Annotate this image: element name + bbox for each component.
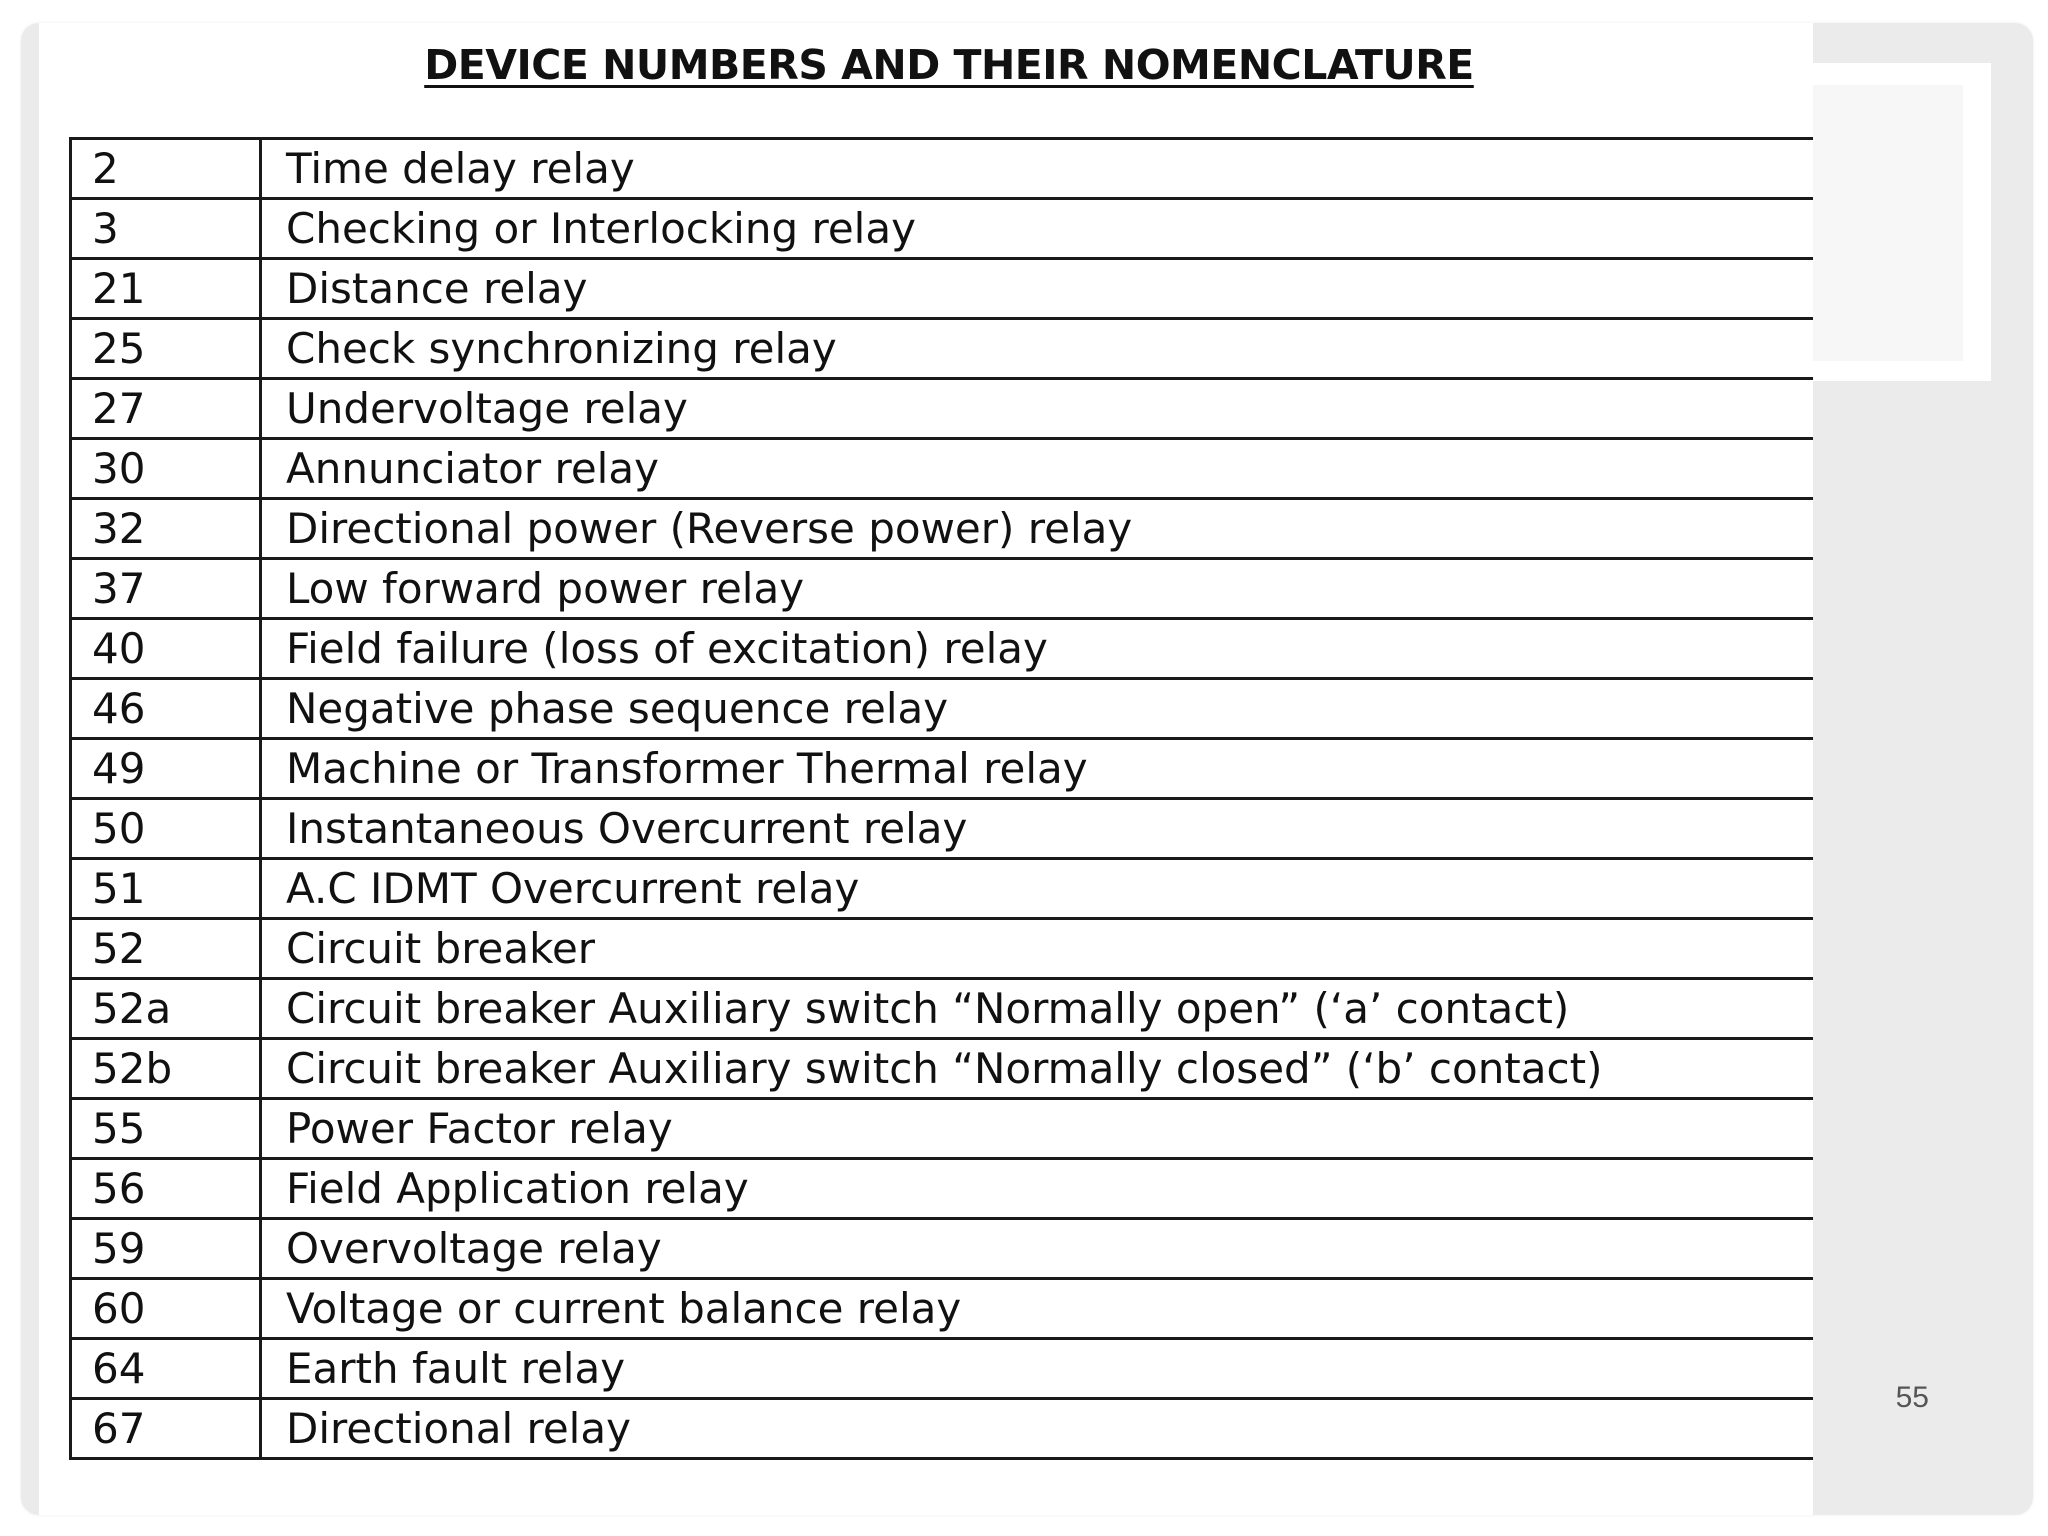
table-row bbox=[71, 1279, 1814, 1339]
device-description: Annunciator relay bbox=[261, 439, 1814, 499]
device-description: Overvoltage relay bbox=[261, 1219, 1814, 1279]
device-number: 40 bbox=[71, 619, 261, 679]
device-description: Check synchronizing relay bbox=[261, 319, 1814, 379]
device-description: A.C IDMT Overcurrent relay bbox=[261, 859, 1814, 919]
device-description: Field failure (loss of excitation) relay bbox=[261, 619, 1814, 679]
device-description: Low forward power relay bbox=[261, 559, 1814, 619]
device-number: 52 bbox=[71, 919, 261, 979]
table-row bbox=[71, 499, 1814, 559]
table-row bbox=[71, 739, 1814, 799]
table-row bbox=[71, 1339, 1814, 1399]
device-number: 3 bbox=[71, 199, 261, 259]
device-number: 2 bbox=[71, 139, 261, 199]
table-row bbox=[71, 259, 1814, 319]
table-row bbox=[71, 559, 1814, 619]
device-number: 52a bbox=[71, 979, 261, 1039]
device-number: 32 bbox=[71, 499, 261, 559]
device-number: 52b bbox=[71, 1039, 261, 1099]
decorative-frame-inner bbox=[1791, 85, 1963, 361]
table-row bbox=[71, 1099, 1814, 1159]
device-number: 50 bbox=[71, 799, 261, 859]
table-row bbox=[71, 1399, 1814, 1459]
table-row bbox=[71, 979, 1814, 1039]
device-description: Time delay relay bbox=[261, 139, 1814, 199]
device-number: 21 bbox=[71, 259, 261, 319]
table-row bbox=[71, 1039, 1814, 1099]
device-description: Checking or Interlocking relay bbox=[261, 199, 1814, 259]
device-number: 37 bbox=[71, 559, 261, 619]
device-description: Circuit breaker bbox=[261, 919, 1814, 979]
device-description: Machine or Transformer Thermal relay bbox=[261, 739, 1814, 799]
device-number: 46 bbox=[71, 679, 261, 739]
table-row bbox=[71, 379, 1814, 439]
device-description: Earth fault relay bbox=[261, 1339, 1814, 1399]
device-number: 25 bbox=[71, 319, 261, 379]
table-row bbox=[71, 139, 1814, 199]
device-number: 60 bbox=[71, 1279, 261, 1339]
table-row bbox=[71, 799, 1814, 859]
page-number: 55 bbox=[1895, 1381, 1929, 1414]
device-description: Directional power (Reverse power) relay bbox=[261, 499, 1814, 559]
device-description: Power Factor relay bbox=[261, 1099, 1814, 1159]
device-number: 59 bbox=[71, 1219, 261, 1279]
table-row bbox=[71, 439, 1814, 499]
table-row bbox=[71, 199, 1814, 259]
device-number: 56 bbox=[71, 1159, 261, 1219]
device-description: Instantaneous Overcurrent relay bbox=[261, 799, 1814, 859]
table-row bbox=[71, 619, 1814, 679]
device-number: 30 bbox=[71, 439, 261, 499]
device-description: Negative phase sequence relay bbox=[261, 679, 1814, 739]
table-row bbox=[71, 1159, 1814, 1219]
device-number: 55 bbox=[71, 1099, 261, 1159]
device-number: 27 bbox=[71, 379, 261, 439]
device-description: Field Application relay bbox=[261, 1159, 1814, 1219]
table-row bbox=[71, 859, 1814, 919]
device-description: Undervoltage relay bbox=[261, 379, 1814, 439]
device-number: 51 bbox=[71, 859, 261, 919]
device-number: 67 bbox=[71, 1399, 261, 1459]
device-description: Circuit breaker Auxiliary switch “Normally open” (‘a’ contact) bbox=[261, 979, 1814, 1039]
document-image bbox=[39, 23, 1813, 1515]
device-description: Voltage or current balance relay bbox=[261, 1279, 1814, 1339]
table-row bbox=[71, 679, 1814, 739]
device-description: Directional relay bbox=[261, 1399, 1814, 1459]
device-description: Distance relay bbox=[261, 259, 1814, 319]
device-number-table bbox=[69, 137, 1813, 1460]
device-number: 64 bbox=[71, 1339, 261, 1399]
document-title: DEVICE NUMBERS AND THEIR NOMENCLATURE bbox=[424, 41, 1474, 89]
table-row bbox=[71, 1219, 1814, 1279]
device-description: Circuit breaker Auxiliary switch “Normally closed” (‘b’ contact) bbox=[261, 1039, 1814, 1099]
table-row bbox=[71, 319, 1814, 379]
device-number: 49 bbox=[71, 739, 261, 799]
table-row bbox=[71, 919, 1814, 979]
slide bbox=[21, 23, 2033, 1515]
